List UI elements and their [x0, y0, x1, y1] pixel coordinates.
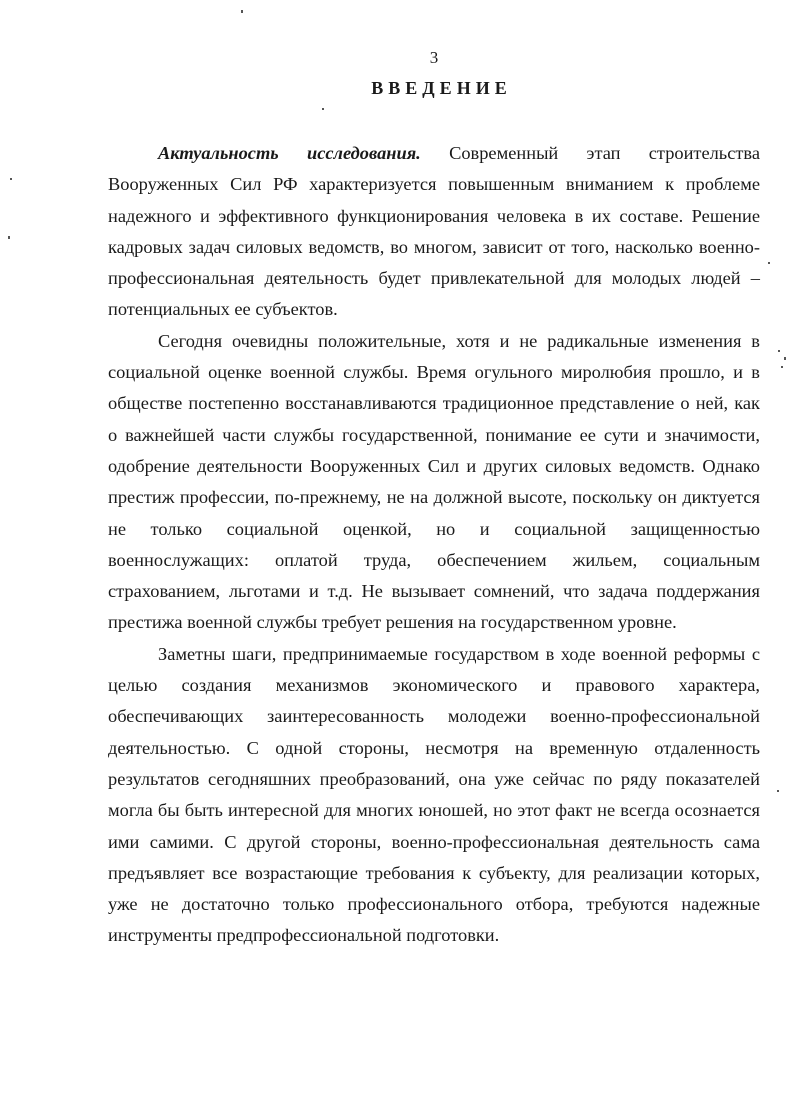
- paragraph-social-assessment: Сегодня очевидны положительные, хотя и не радикальные изменения в социальной оценке военной службы. Время огульного миролюбия прошло, и в обществе постепенно восстанавливаются традиционное представление о ней, как о важнейшей части службы государственной, понимание ее сути и значимости, одобрение деятельности Вооруженных Сил и других силовых ведомств. Однако престиж профессии, по-прежнему, не на должной высоте, поскольку он диктуется не только социальной оценкой, но и социальной защищенностью военнослужащих: оплатой труда, обеспечением жильем, социальным страхованием, льготами и т.д. Не вызывает сомнений, что задача поддержания престижа военной службы требует решения на государственном уровне.: [108, 330, 760, 633]
- scan-speck: [768, 262, 770, 264]
- paragraph-text: Современный этап строительства Вооруженных Сил РФ характеризуется повышенным вниманием к проблеме надежного и эффективного функционирования человека в их составе. Решение кадровых задач силовых ведомств, во многом, зависит от того, насколько военно-профессиональная деятельность будет привлекательной для молодых людей – потенциальных ее субъектов.: [108, 143, 760, 320]
- page-number: 3: [429, 48, 439, 67]
- scan-speck: [241, 10, 243, 13]
- scan-speck: [784, 357, 786, 360]
- paragraph-relevance: [108, 138, 760, 326]
- scan-speck: [778, 350, 780, 352]
- scan-speck: [8, 236, 10, 239]
- scan-speck: [777, 790, 779, 792]
- paragraph-lead: Актуальность исследования.: [158, 143, 421, 163]
- scan-speck: [10, 178, 12, 180]
- scan-speck: [781, 366, 783, 368]
- body-text: [108, 138, 760, 952]
- page-title: ВВЕДЕНИЕ: [371, 78, 512, 98]
- scan-speck: [322, 108, 324, 110]
- paragraph-reform-steps: Заметны шаги, предпринимаемые государством в ходе военной реформы с целью создания механизмов экономического и правового характера, обеспечивающих заинтересованность молодежи военно-профессиональной деятельностью. С одной стороны, несмотря на временную отдаленность результатов сегодняшних преобразований, она уже сейчас по ряду показателей могла бы быть интересной для многих юношей, но этот факт не всегда осознается ими самими. С другой стороны, военно-профессиональная деятельность сама предъявляет все возрастающие требования к субъекту, для реализации которых, уже не достаточно только профессионального отбора, требуются надежные инструменты предпрофессиональной подготовки.: [108, 643, 760, 946]
